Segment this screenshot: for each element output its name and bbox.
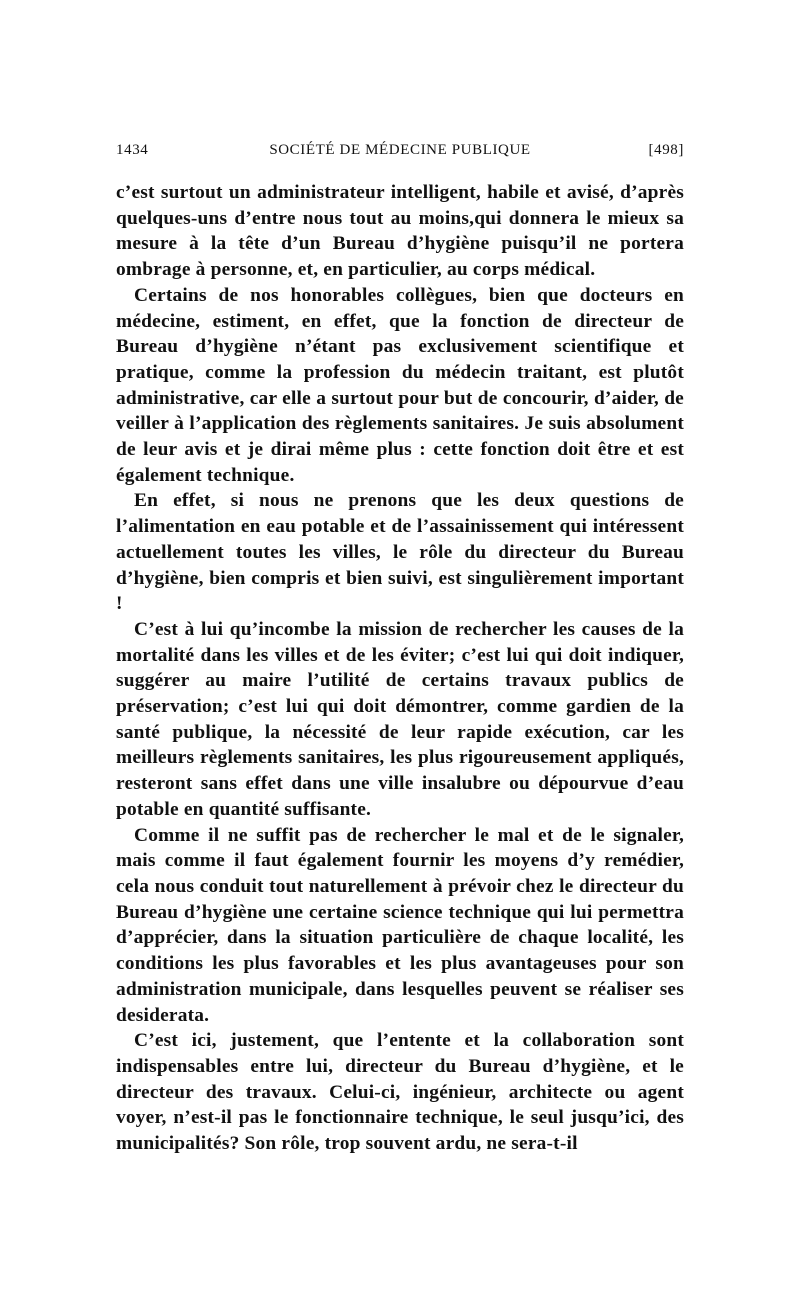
paragraph: C’est à lui qu’incombe la mission de rechercher les causes de la mortalité dans les villes et de les éviter; c’est lui qui doit indiquer, suggérer au maire l’utilité de certains travaux publics de préservation; c’est lui qui doit démontrer, comme gardien de la santé publique, la nécessité de leur rapide exécution, car les meilleurs règlements sanitaires, les plus rigoureusement appliqués, resteront sans effet dans une ville insalubre ou dépourvue d’eau potable en quantité suffisante. [116, 618, 684, 820]
running-head [116, 142, 684, 168]
page-number: 1434 [116, 142, 149, 158]
paragraph: Comme il ne suffit pas de rechercher le mal et de le signaler, mais comme il faut également fournir les moyens d’y remédier, cela nous conduit tout naturellement à prévoir chez le directeur du Bureau d’hygiène une certaine science technique qui lui permettra d’apprécier, dans la situation particulière de chaque localité, les conditions les plus favorables et les plus avantageuses pour son administration municipale, dans lesquelles peuvent se réaliser ses desiderata. [116, 824, 684, 1026]
running-title: SOCIÉTÉ DE MÉDECINE PUBLIQUE [269, 142, 531, 158]
paragraph: C’est ici, justement, que l’entente et la collaboration sont indispensables entre lui, directeur du Bureau d’hygiène, et le directeur des travaux. Celui-ci, ingénieur, architecte ou agent voyer, n’est-il pas le fonctionnaire technique, le seul jusqu’ici, des municipalités? Son rôle, trop souvent ardu, ne sera-t-il [116, 1030, 684, 1155]
paragraph: En effet, si nous ne prenons que les deux questions de l’alimentation en eau potable et de l’assainissement qui intéressent actuellement toutes les villes, le rôle du directeur du Bureau d’hygiène, bien compris et bien suivi, est singulièrement important ! [116, 490, 684, 615]
paragraph-continuation: c’est surtout un administrateur intelligent, habile et avisé, d’après quelques-uns d’entre nous tout au moins,qui donnera le mieux sa mesure à la tête d’un Bureau d’hygiène puisqu’il ne portera ombrage à personne, et, en particulier, au corps médical. [116, 182, 684, 281]
book-page [116, 142, 684, 1157]
bracketed-page-number: [498] [648, 142, 684, 158]
body-text [116, 180, 684, 1157]
paragraph: Certains de nos honorables collègues, bien que docteurs en médecine, estiment, en effet, que la fonction de directeur de Bureau d’hygiène n’étant pas exclusivement scientifique et pratique, comme la profession du médecin traitant, est plutôt administrative, car elle a surtout pour but de concourir, d’aider, de veiller à l’application des règlements sanitaires. Je suis absolument de leur avis et je dirai même plus : cette fonction doit être et est également technique. [116, 284, 684, 486]
